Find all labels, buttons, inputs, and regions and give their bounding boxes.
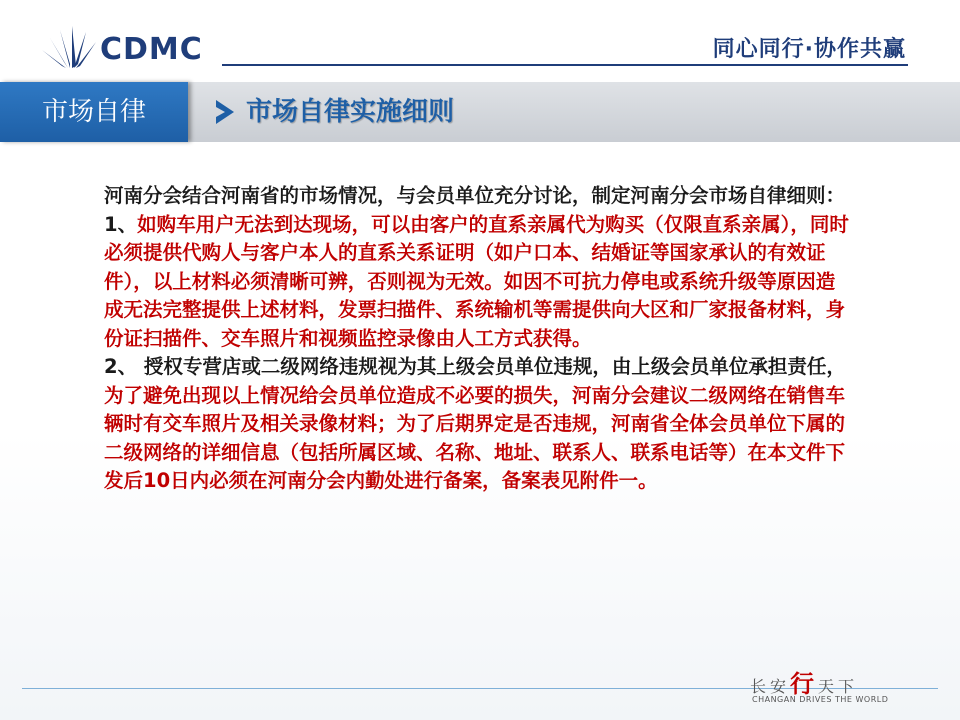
footer-brand-left: 长安 [750, 677, 791, 696]
footer-brand-mark: 行 [790, 669, 819, 698]
rule-item-2-emphasis: 为了避免出现以上情况给会员单位造成不必要的损失，河南分会建议二级网络在销售车辆时有交车照片及相关录像材料；为了后期界定是否违规，河南省全体会员单位下属的二级网络的详细信息（包括所属区域、名称、地址、联系人、联系电话等）在本文件下发后10日内必须在河南分会内勤处进行备案，备案表见附件一。 [104, 383, 846, 492]
rule-item-2 [104, 353, 854, 496]
footer-brand-right: 天下 [818, 677, 859, 696]
rule-item-1-text: 如购车用户无法到达现场，可以由客户的直系亲属代为购买（仅限直系亲属），同时必须提供代购人与客户本人的直系关系证明（如户口本、结婚证等国家承认的有效证件），以上材料必须清晰可辨，否则视为无效。如因不可抗力停电或系统升级等原因造成无法完整提供上述材料，发票扫描件、系统输机等需提供向大区和厂家报备材料，身份证扫描件、交车照片和视频监控录像由人工方式获得。 [104, 212, 849, 350]
footer-brand-english: CHANGAN DRIVES THE WORLD [752, 695, 889, 704]
intro-paragraph [104, 182, 854, 211]
rule-item-1 [104, 211, 854, 354]
rules-body [104, 182, 854, 496]
rule-item-2-text: 授权专营店或二级网络违规视为其上级会员单位违规，由上级会员单位承担责任， [137, 355, 846, 378]
logo-text: CDMC [100, 32, 203, 67]
rule-item-2-number: 2、 [104, 355, 138, 378]
intro-text: 河南分会结合河南省的市场情况，与会员单位充分讨论，制定河南分会市场自律细则： [104, 184, 846, 207]
chevron-right-icon [212, 97, 240, 127]
header-divider [222, 64, 908, 66]
footer-brand [750, 664, 858, 699]
slogan: 同心同行·协作共赢 [712, 37, 906, 62]
section-title: 市场自律实施细则 [246, 97, 455, 127]
section-tab: 市场自律 [0, 82, 188, 142]
rule-item-1-number: 1、 [104, 212, 138, 236]
